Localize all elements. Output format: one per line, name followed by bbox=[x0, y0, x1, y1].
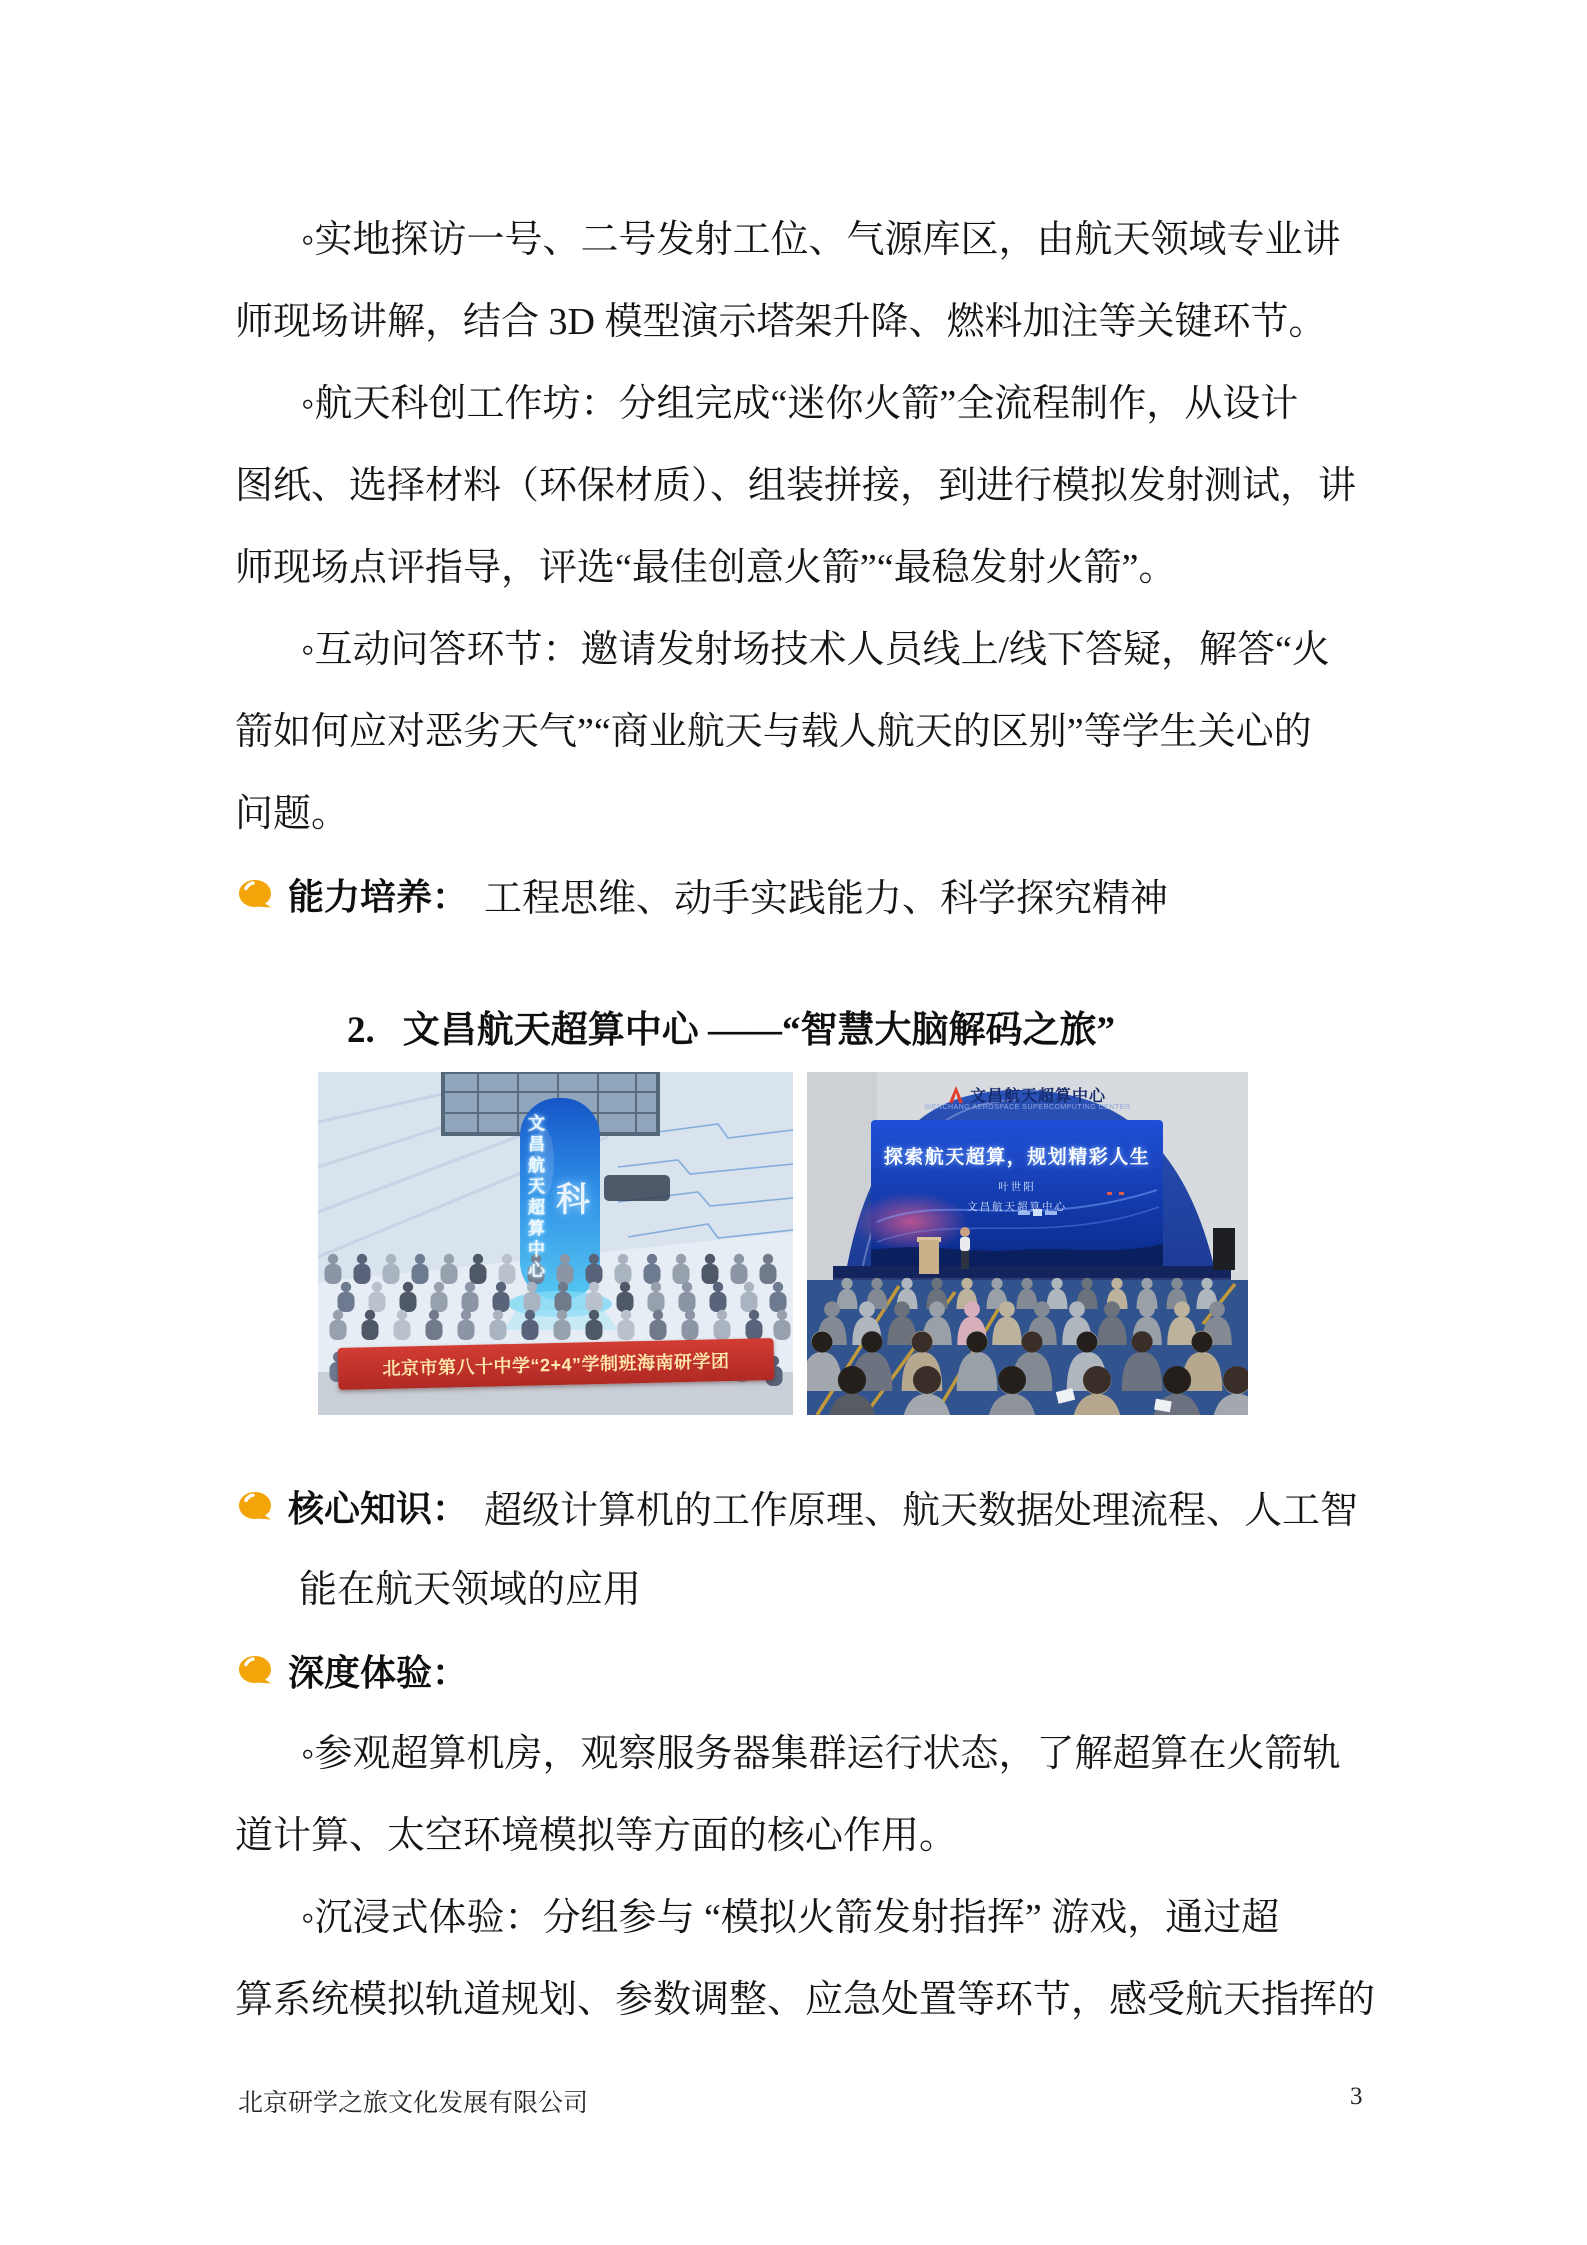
led-pillar-text: 文昌航天超算中心 bbox=[525, 1114, 544, 1282]
bullet-label: 深度体验： bbox=[288, 1651, 469, 1693]
body-line: 问题。 bbox=[235, 793, 350, 835]
crowd-mid-row bbox=[338, 1282, 787, 1312]
body-line: ◦航天科创工作坊：分组完成“迷你火箭”全流程制作，从设计 bbox=[301, 383, 1299, 425]
speech-bubble-bullet-icon bbox=[238, 1655, 272, 1685]
screen-logo bbox=[807, 1083, 1248, 1106]
led-pillar-glyph: 科 bbox=[556, 1181, 590, 1219]
speaker-name: 叶世阳 bbox=[998, 1181, 1036, 1193]
photo-supercomputing-center-lobby bbox=[318, 1072, 793, 1415]
body-line: ◦参观超算机房，观察服务器集群运行状态，了解超算在火箭轨 bbox=[301, 1733, 1341, 1775]
logo-text: 文昌航天超算中心 bbox=[969, 1088, 1106, 1105]
body-line: 道计算、太空环境模拟等方面的核心作用。 bbox=[235, 1815, 958, 1857]
speech-bubble-bullet-icon bbox=[238, 879, 272, 909]
body-line: 箭如何应对恶劣天气”“商业航天与载人航天的区别”等学生关心的 bbox=[235, 711, 1312, 753]
body-line: ◦实地探访一号、二号发射工位、气源库区，由航天领域专业讲 bbox=[301, 219, 1341, 261]
footer-page-number: 3 bbox=[1350, 2083, 1363, 2110]
body-line: 图纸、选择材料（环保材质）、组装拼接，到进行模拟发射测试，讲 bbox=[235, 465, 1357, 507]
section-number: 2. bbox=[347, 1010, 375, 1051]
body-line: ◦互动问答环节：邀请发射场技术人员线上/线下答疑，解答“火 bbox=[301, 629, 1330, 671]
screen-title: 探索航天超算，规划精彩人生 bbox=[883, 1147, 1151, 1168]
lecture-hall-photo-illustration bbox=[807, 1072, 1248, 1415]
screen-organization: 文昌航天超算中心 bbox=[967, 1201, 1067, 1213]
crowd-front-row bbox=[330, 1310, 791, 1340]
footer-company-name: 北京研学之旅文化发展有限公司 bbox=[238, 2090, 589, 2117]
bullet-item-experience bbox=[238, 1648, 468, 1692]
bullet-text: 工程思维、动手实践能力、科学探究精神 bbox=[484, 877, 1169, 920]
red-banner-text: 北京市第八十中学“2+4”学制班海南研学团 bbox=[382, 1351, 730, 1379]
logo-subtext: WENCHANG AEROSPACE SUPERCOMPUTING CENTER bbox=[924, 1104, 1131, 1111]
bullet-label: 核心知识： bbox=[288, 1487, 469, 1529]
bullet-label: 能力培养： bbox=[288, 875, 469, 917]
bullet-item-knowledge bbox=[238, 1484, 1359, 1532]
photo-lecture-hall bbox=[807, 1072, 1248, 1415]
body-line: ◦沉浸式体验：分组参与 “模拟火箭发射指挥” 游戏，通过超 bbox=[301, 1897, 1280, 1939]
body-line: 师现场点评指导，评选“最佳创意火箭”“最稳发射火箭”。 bbox=[235, 547, 1177, 589]
bullet-text: 超级计算机的工作原理、航天数据处理流程、人工智 bbox=[484, 1489, 1359, 1532]
bullet-item-ability bbox=[238, 872, 1169, 920]
speech-bubble-bullet-icon bbox=[238, 1491, 272, 1521]
body-line: 能在航天领域的应用 bbox=[299, 1569, 642, 1611]
section-title: 文昌航天超算中心 ——“智慧大脑解码之旅” bbox=[402, 1010, 1115, 1051]
logo-rocket-mark-icon bbox=[949, 1086, 963, 1103]
body-line: 算系统模拟轨道规划、参数调整、应急处置等环节，感受航天指挥的 bbox=[235, 1979, 1376, 2021]
body-line: 师现场讲解，结合 3D 模型演示塔架升降、燃料加注等关键环节。 bbox=[235, 301, 1327, 343]
